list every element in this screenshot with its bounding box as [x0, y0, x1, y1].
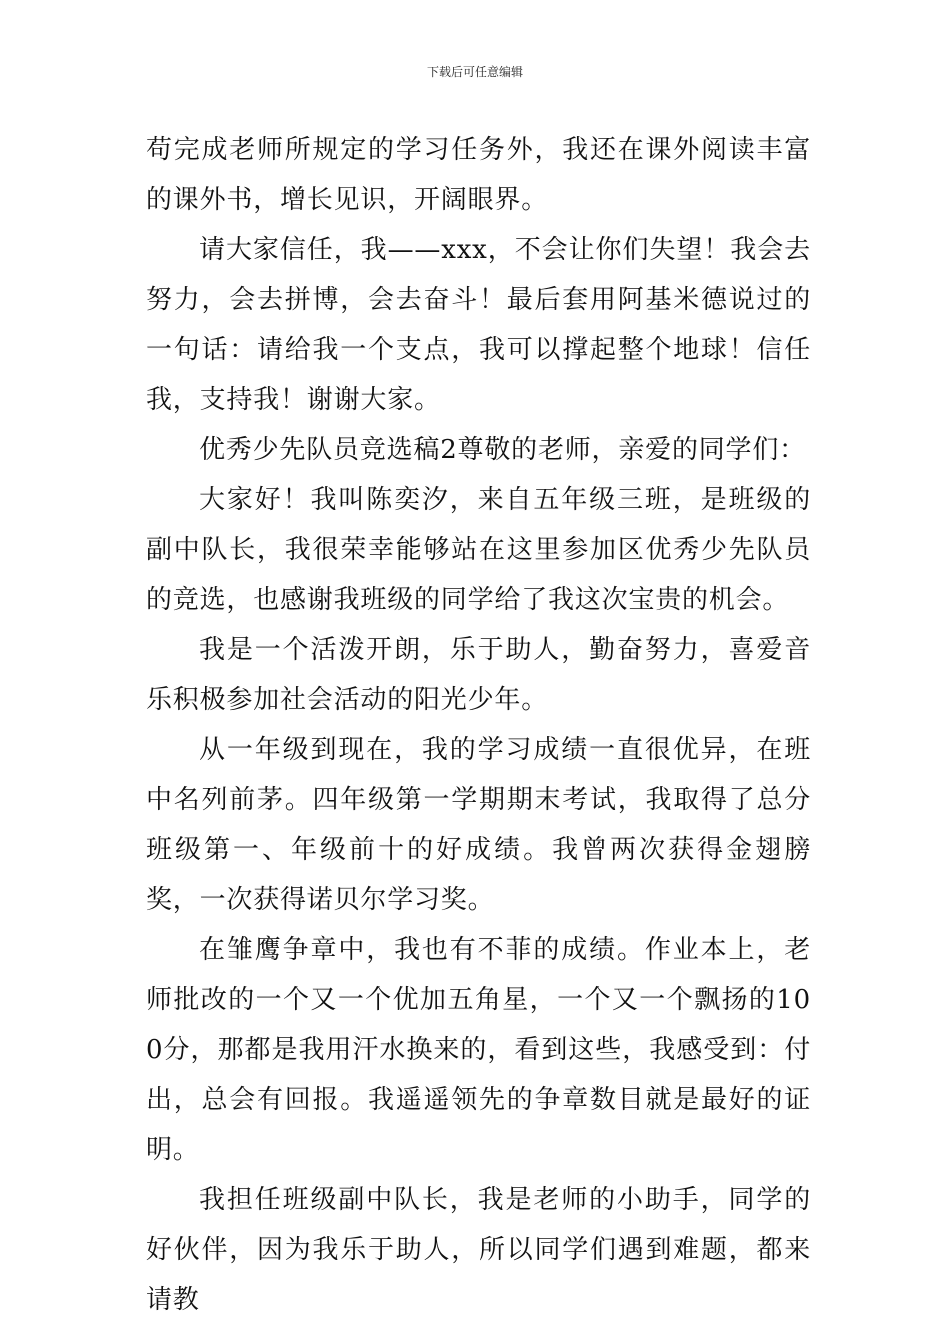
paragraph-badge-achievements: 在雏鹰争章中，我也有不菲的成绩。作业本上，老师批改的一个又一个优加五角星，一个又一个飘扬的100分，那都是我用汗水换来的，看到这些，我感受到：付出，总会有回报。我遥遥领先的争章数目就是最好的证明。 — [146, 935, 811, 1165]
page-header: 下载后可任意编辑 — [426, 65, 523, 79]
paragraph-second-speech-title: 优秀少先队员竞选稿2尊敬的老师，亲爱的同学们： — [199, 435, 806, 465]
paragraph-academic-record: 从一年级到现在，我的学习成绩一直很优异，在班中名列前茅。四年级第一学期期末考试，我取得了总分班级第一、年级前十的好成绩。我曾两次获得金翅膀奖，一次获得诺贝尔学习奖。 — [146, 735, 811, 915]
paragraph-closing-appeal: 请大家信任，我——xxx，不会让你们失望！我会去努力，会去拼博，会去奋斗！最后套用阿基米德说过的一句话：请给我一个支点，我可以撑起整个地球！信任我，支持我！谢谢大家。 — [146, 235, 811, 415]
paragraph-class-duties: 我担任班级副中队长，我是老师的小助手，同学的好伙伴，因为我乐于助人，所以同学们遇到难题，都来请教 — [146, 1185, 811, 1315]
paragraph-self-introduction: 大家好！我叫陈奕汐，来自五年级三班，是班级的副中队长，我很荣幸能够站在这里参加区优秀少先队员的竞选，也感谢我班级的同学给了我这次宝贵的机会。 — [146, 485, 811, 615]
paragraph-continuation: 苟完成老师所规定的学习任务外，我还在课外阅读丰富的课外书，增长见识，开阔眼界。 — [146, 135, 811, 215]
document-body — [146, 125, 811, 1325]
paragraph-personality: 我是一个活泼开朗，乐于助人，勤奋努力，喜爱音乐积极参加社会活动的阳光少年。 — [146, 635, 811, 715]
